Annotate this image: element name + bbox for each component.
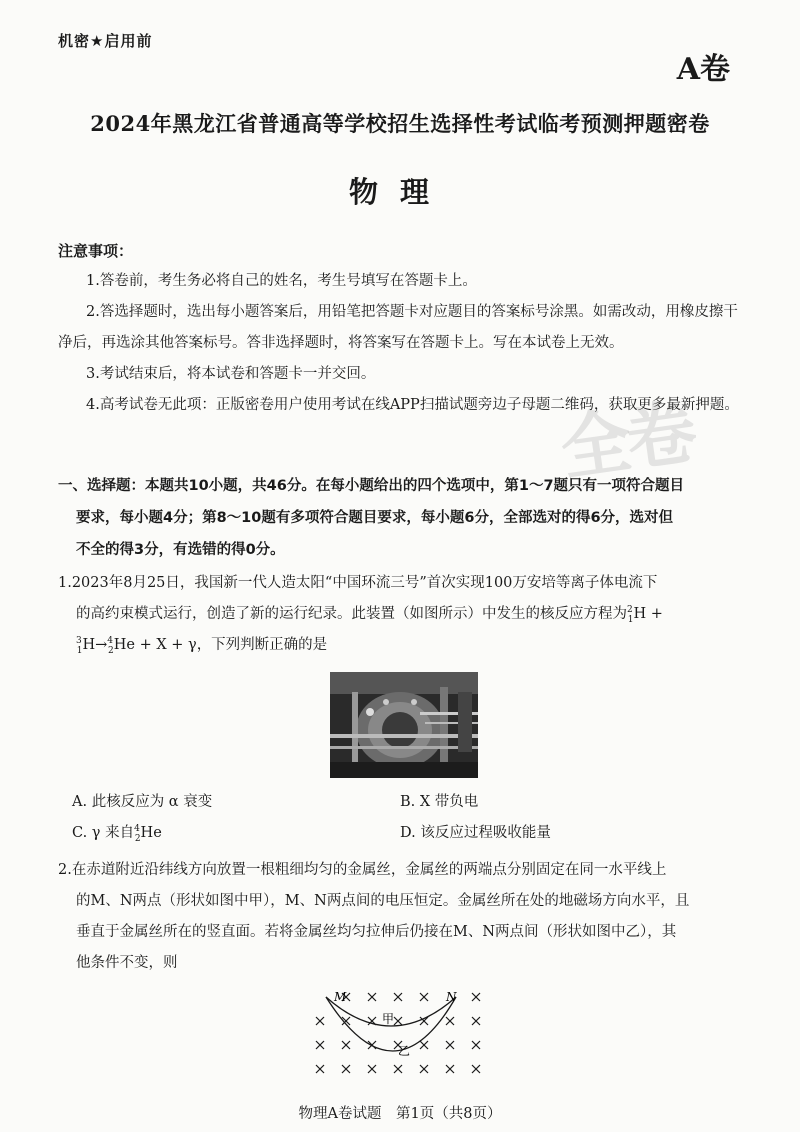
field-cross-icon — [472, 993, 480, 1001]
nuclear-equation-part2: $^3_1$H→$^4_2$He + X + γ — [76, 636, 197, 656]
field-cross-icon — [394, 993, 402, 1001]
page-footer: 物理A卷试题 第1页（共8页） — [298, 1106, 502, 1122]
field-cross-icon — [394, 1065, 402, 1073]
field-cross-icon — [342, 1041, 350, 1049]
field-cross-icon — [446, 1041, 454, 1049]
field-cross-icon — [368, 1065, 376, 1073]
field-cross-icon — [368, 993, 376, 1001]
field-cross-icon — [342, 1065, 350, 1073]
field-cross-icon — [316, 1017, 324, 1025]
nuclear-equation-part1: $^2_1$H + — [627, 605, 663, 625]
field-cross-icon — [316, 1041, 324, 1049]
section-line-1: 一、选择题：本题共10小题，共46分。在每小题给出的四个选项中，第1～7题只有一项符合题目 — [58, 478, 685, 494]
magnetic-field-diagram — [306, 985, 506, 1080]
question-1 — [58, 568, 748, 661]
label-jia: 甲 — [382, 1012, 395, 1026]
section-line-3: 不全的得3分，有选错的得0分。 — [76, 542, 285, 558]
q2-line-3: 垂直于金属丝所在的竖直面。若将金属丝均匀拉伸后仍接在M、N两点间（形状如图中乙），其 — [76, 924, 677, 940]
label-m: M — [334, 990, 347, 1004]
note-item-4: 4.高考试卷无此项：正版密卷用户使用考试在线APP扫描试题旁边子母题二维码，获取更多最新押题。 — [86, 397, 739, 413]
section-instructions — [58, 470, 748, 566]
field-cross-icon — [446, 1017, 454, 1025]
subject-title: 物理 — [348, 175, 451, 209]
section-line-2: 要求，每小题4分；第8～10题有多项符合题目要求，每小题6分，全部选对的得6分，选对但 — [76, 510, 674, 526]
field-cross-icon — [420, 1065, 428, 1073]
field-cross-icon — [472, 1017, 480, 1025]
question-2 — [58, 855, 748, 979]
field-cross-icon — [420, 1041, 428, 1049]
field-cross-icon — [420, 993, 428, 1001]
note-item-1: 1.答卷前，考生务必将自己的姓名，考生号填写在答题卡上。 — [86, 273, 477, 289]
exam-title: 2024年黑龙江省普通高等学校招生选择性考试临考预测押题密卷 — [90, 111, 710, 136]
label-n: N — [446, 990, 457, 1004]
field-cross-icon — [316, 1065, 324, 1073]
note-item-3: 3.考试结束后，将本试卷和答题卡一并交回。 — [86, 366, 376, 382]
q1-option-d[interactable]: D. 该反应过程吸收能量 — [400, 825, 551, 841]
watermark: 全卷 — [555, 390, 698, 491]
q1-option-b[interactable]: B. X 带负电 — [400, 794, 479, 810]
q2-line-1: 2.在赤道附近沿纬线方向放置一根粗细均匀的金属丝，金属丝的两端点分别固定在同一水平线上 — [58, 862, 667, 878]
notes-heading: 注意事项： — [58, 242, 134, 260]
label-yi: 乙 — [398, 1044, 411, 1058]
field-cross-icon — [472, 1041, 480, 1049]
secret-label: 机密★启用前 — [58, 32, 153, 50]
q1-option-c[interactable]: C. γ 来自$^4_2$He — [72, 824, 162, 844]
q1-option-a[interactable]: A. 此核反应为 α 衰变 — [72, 794, 213, 810]
q2-line-4: 他条件不变，则 — [76, 955, 178, 971]
field-cross-icon — [446, 1065, 454, 1073]
field-cross-icon — [394, 1017, 402, 1025]
q2-line-2: 的M、N两点（形状如图中甲），M、N两点间的电压恒定。金属丝所在处的地磁场方向水平，且 — [76, 893, 690, 909]
q1-line-3: $^3_1$H→$^4_2$He + X + γ，下列判断正确的是 — [76, 636, 328, 656]
tokamak-photo — [330, 672, 478, 778]
volume-label: A卷 — [676, 52, 730, 87]
q1-line-2: 的高约束模式运行，创造了新的运行纪录。此装置（如图所示）中发生的核反应方程为$^2_1$H + — [76, 605, 663, 625]
field-cross-icon — [472, 1065, 480, 1073]
note-item-2: 2.答选择题时，选出每小题答案后，用铅笔把答题卡对应题目的答案标号涂黑。如需改动，用橡皮擦干净后，再选涂其他答案标号。答非选择题时，将答案写在答题卡上。写在本试卷上无效。 — [58, 304, 738, 351]
q1-line-1: 1.2023年8月25日，我国新一代人造太阳“中国环流三号”首次实现100万安培等离子体电流下 — [58, 575, 658, 591]
